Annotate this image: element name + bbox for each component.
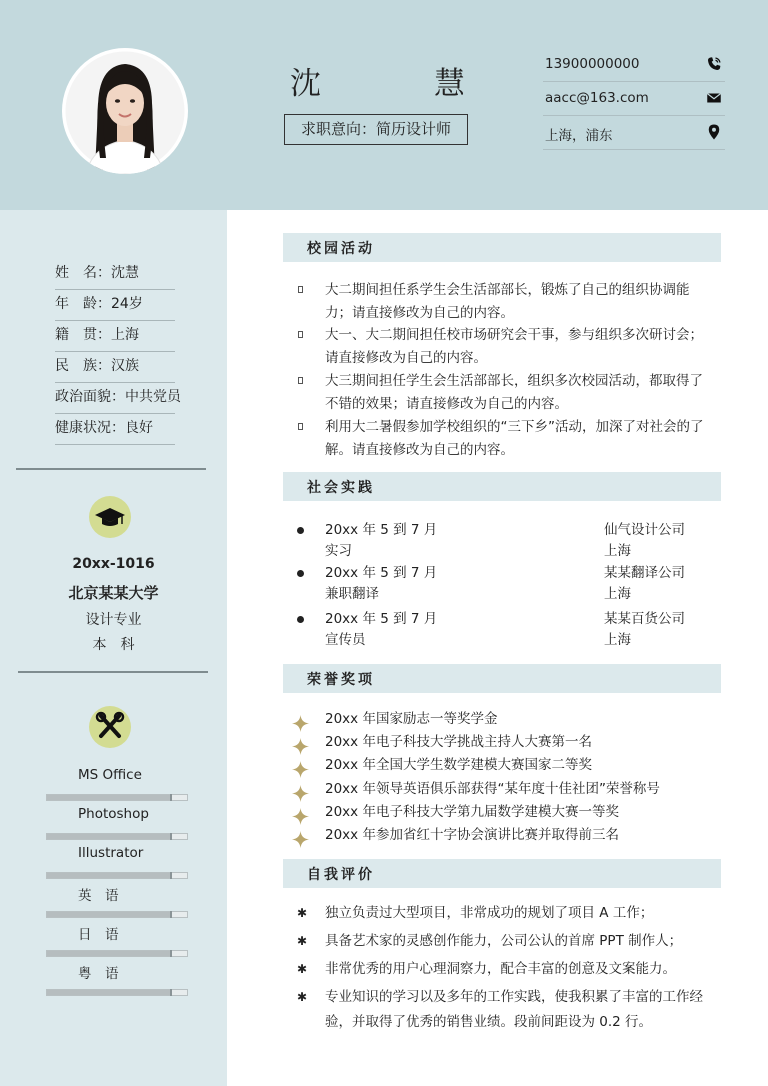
practice-bullet — [297, 616, 304, 623]
location-pin-icon — [705, 123, 723, 141]
practice-2-city: 上海 — [604, 586, 631, 602]
skill-name: Photoshop — [78, 806, 149, 822]
star-icon — [292, 761, 309, 778]
profile-photo — [62, 48, 188, 174]
practice-3-company: 某某百货公司 — [604, 611, 685, 627]
self-eval-1: 独立负责过大型项目，非常成功的规划了项目 A 工作； — [325, 905, 654, 921]
skill-level-fill — [47, 912, 170, 917]
star-icon — [292, 715, 309, 732]
skill-level-handle — [170, 950, 172, 957]
honor-item: 20xx 年参加省红十字协会演讲比赛并取得前三名 — [325, 827, 619, 843]
self-eval-3: 非常优秀的用户心理洞察力，配合丰富的创意及文案能力。 — [325, 961, 676, 977]
section-practice-title: 社会实践 — [307, 480, 375, 496]
skill-level-bar — [46, 989, 188, 996]
skill-level-handle — [170, 872, 172, 879]
skill-level-bar — [46, 794, 188, 801]
star-icon — [292, 808, 309, 825]
skill-name: 日 语 — [78, 927, 119, 943]
skill-level-fill — [47, 795, 170, 800]
info-political: 政治面貌：中共党员 — [55, 383, 175, 414]
info-age: 年 龄：24岁 — [55, 290, 175, 321]
skill-level-fill — [47, 990, 170, 995]
section-self-eval — [283, 859, 721, 888]
campus-item-1: 大二期间担任系学生会生活部部长，锻炼了自己的组织协调能力；请直接修改为自己的内容。 — [325, 282, 690, 321]
name-char-1: 沈 — [290, 66, 322, 102]
practice-2-date: 20xx 年 5 到 7 月 — [325, 565, 438, 581]
campus-item-4: 利用大二暑假参加学校组织的“三下乡”活动，加深了对社会的了解。请直接修改为自己的内容。 — [325, 419, 704, 458]
contact-phone — [543, 52, 725, 82]
skill-level-bar — [46, 911, 188, 918]
campus-bullet — [298, 423, 303, 430]
phone-text: 13900000000 — [545, 56, 640, 72]
email-text: aacc@163.com — [545, 90, 649, 106]
info-hometown: 籍 贯：上海 — [55, 321, 175, 352]
resume-header — [0, 0, 768, 210]
education-icon-circle — [89, 496, 131, 538]
honor-item: 20xx 年领导英语俱乐部获得“某年度十佳社团”荣誉称号 — [325, 780, 660, 797]
honor-item: 20xx 年电子科技大学挑战主持人大赛第一名 — [325, 734, 592, 751]
star-icon — [292, 785, 309, 802]
skill-level-fill — [47, 951, 170, 956]
campus-bullet — [298, 286, 303, 293]
skill-level-bar — [46, 872, 188, 879]
practice-2-company: 某某翻译公司 — [604, 565, 685, 581]
asterisk-bullet: ✱ — [297, 906, 308, 920]
practice-3-date: 20xx 年 5 到 7 月 — [325, 611, 438, 627]
tools-icon — [89, 706, 131, 748]
skill-name: 粤 语 — [78, 966, 119, 982]
skill-level-handle — [170, 989, 172, 996]
info-name: 姓 名：沈慧 — [55, 259, 175, 290]
sidebar-divider-1 — [16, 468, 206, 470]
asterisk-bullet: ✱ — [297, 990, 308, 1004]
section-practice — [283, 472, 721, 501]
section-campus — [283, 233, 721, 262]
honor-item: 20xx 年国家励志一等奖学金 — [325, 711, 498, 727]
section-campus-title: 校园活动 — [307, 241, 375, 257]
honor-item: 20xx 年电子科技大学第九届数学建模大赛一等奖 — [325, 803, 619, 820]
section-self-eval-title: 自我评价 — [307, 867, 375, 883]
skill-level-handle — [170, 911, 172, 918]
self-eval-2: 具备艺术家的灵感创作能力，公司公认的首席 PPT 制作人； — [325, 933, 683, 949]
practice-bullet — [297, 570, 304, 577]
job-intent-box: 求职意向：简历设计师 — [284, 114, 468, 145]
section-honors-title: 荣誉奖项 — [307, 672, 375, 688]
campus-item-2: 大一、大二期间担任校市场研究会干事，参与组织多次研讨会；请直接修改为自己的内容。 — [325, 327, 703, 366]
practice-1-city: 上海 — [604, 543, 631, 559]
phone-icon — [705, 55, 723, 73]
campus-item-3: 大三期间担任学生会生活部部长，组织多次校园活动，都取得了不错的效果；请直接修改为自己的内容。 — [325, 373, 703, 412]
practice-3-role: 宣传员 — [325, 632, 366, 648]
skill-name: Illustrator — [78, 845, 144, 861]
mail-icon — [705, 89, 723, 107]
campus-bullet — [298, 331, 303, 338]
practice-2-role: 兼职翻译 — [325, 586, 379, 602]
campus-bullet — [298, 377, 303, 384]
graduation-cap-icon — [89, 496, 131, 538]
skill-level-fill — [47, 834, 170, 839]
star-icon — [292, 831, 309, 848]
education-degree: 本 科 — [92, 637, 135, 653]
skill-level-fill — [47, 873, 170, 878]
practice-1-role: 实习 — [325, 543, 352, 559]
star-icon — [292, 738, 309, 755]
skill-level-handle — [170, 794, 172, 801]
skill-name: 英 语 — [78, 888, 119, 904]
name-char-2: 慧 — [434, 66, 466, 102]
practice-1-date: 20xx 年 5 到 7 月 — [325, 522, 438, 538]
practice-bullet — [297, 527, 304, 534]
sidebar-divider-2 — [18, 671, 208, 673]
info-ethnicity: 民 族：汉族 — [55, 352, 175, 383]
skills-icon-circle — [89, 706, 131, 748]
education-date: 20xx-1016 — [72, 556, 155, 572]
info-health: 健康状况：良好 — [55, 414, 175, 445]
asterisk-bullet: ✱ — [297, 962, 308, 976]
asterisk-bullet: ✱ — [297, 934, 308, 948]
candidate-name — [290, 58, 466, 103]
location-text: 上海，浦东 — [545, 128, 613, 144]
education-school: 北京某某大学 — [68, 584, 159, 602]
skill-level-bar — [46, 950, 188, 957]
self-eval-4: 专业知识的学习以及多年的工作实践，使我积累了丰富的工作经验，并取得了优秀的销售业绩。段前间距设为 0.2 行。 — [325, 989, 703, 1030]
skill-name: MS Office — [78, 767, 142, 783]
practice-1-company: 仙气设计公司 — [604, 522, 685, 538]
contact-location — [543, 120, 725, 150]
skill-level-handle — [170, 833, 172, 840]
contact-email — [543, 86, 725, 116]
section-honors — [283, 664, 721, 693]
practice-3-city: 上海 — [604, 632, 631, 648]
honor-item: 20xx 年全国大学生数学建模大赛国家二等奖 — [325, 757, 592, 774]
education-major: 设计专业 — [85, 612, 142, 628]
skill-level-bar — [46, 833, 188, 840]
